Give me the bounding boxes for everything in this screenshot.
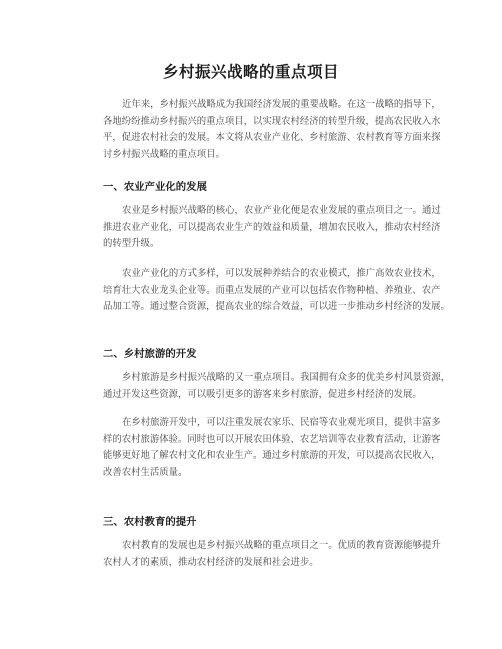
text-line: 改善农村生活质量。 bbox=[103, 466, 188, 478]
text-line: 各地纷纷推动乡村振兴的重点项目，以实现农村经济的转型升级，提高农民收入水 bbox=[103, 115, 441, 127]
text-line: 平，促进农村社会的发展。本文将从农业产业化、乡村旅游、农村教育等方面来探 bbox=[103, 132, 441, 143]
text-line: 乡村旅游是乡村振兴战略的又一重点项目。我国拥有众多的优美乡村风景资源， bbox=[122, 372, 451, 383]
text-line: 的转型升级。 bbox=[103, 238, 160, 249]
text-line: 培育壮大农业龙头企业等。而重点发展的产业可以包括农作物种植、养殖业、农产 bbox=[103, 284, 441, 296]
text-line: 在乡村旅游开发中，可以注重发展农家乐、民宿等农业观光项目，提供丰富多 bbox=[122, 417, 441, 428]
section-paragraph bbox=[0, 370, 450, 403]
document-title: 乡村振兴战略的重点项目 bbox=[162, 63, 339, 81]
text-line: 讨乡村振兴战略的重点项目。 bbox=[103, 148, 225, 160]
intro-paragraph bbox=[0, 97, 441, 163]
text-line: 近年来，乡村振兴战略成为我国经济发展的重要战略。在这一战略的指导下， bbox=[122, 99, 441, 110]
text-line: 推进农业产业化，可以提高农业生产的效益和质量，增加农民收入，推动农村经济 bbox=[103, 221, 441, 233]
text-line: 样的农村旅游体验。同时也可以开展农田体验、农艺培训等农业教育活动，让游客 bbox=[103, 433, 441, 445]
text-line: 农业产业化的方式多样，可以发展种养结合的农业模式，推广高效农业技术， bbox=[122, 268, 441, 279]
text-line: 农业是乡村振兴战略的核心，农业产业化便是农业发展的重点项目之一。通过 bbox=[122, 205, 441, 216]
section-heading: 二、乡村旅游的开发 bbox=[103, 348, 197, 360]
section-paragraph bbox=[0, 538, 441, 571]
section-heading: 三、农村教育的提升 bbox=[103, 516, 197, 528]
text-line: 品加工等。通过整合资源，提高农业的综合效益，可以进一步推动乡村经济的发展。 bbox=[103, 301, 450, 312]
section-paragraph bbox=[0, 203, 441, 253]
text-line: 能够更好地了解农村文化和农业生产。通过乡村旅游的开发，可以提高农民收入， bbox=[103, 450, 441, 461]
section-paragraph bbox=[0, 415, 441, 481]
text-line: 农村教育的发展也是乡村振兴战略的重点项目之一。优质的教育资源能够提升 bbox=[122, 540, 441, 551]
text-line: 农村人才的素质，推动农村经济的发展和社会进步。 bbox=[103, 556, 319, 568]
text-line: 通过开发这些资源，可以吸引更多的游客来乡村旅游，促进乡村经济的发展。 bbox=[103, 388, 422, 400]
section-heading: 一、农业产业化的发展 bbox=[103, 181, 207, 193]
section-paragraph bbox=[0, 266, 450, 316]
